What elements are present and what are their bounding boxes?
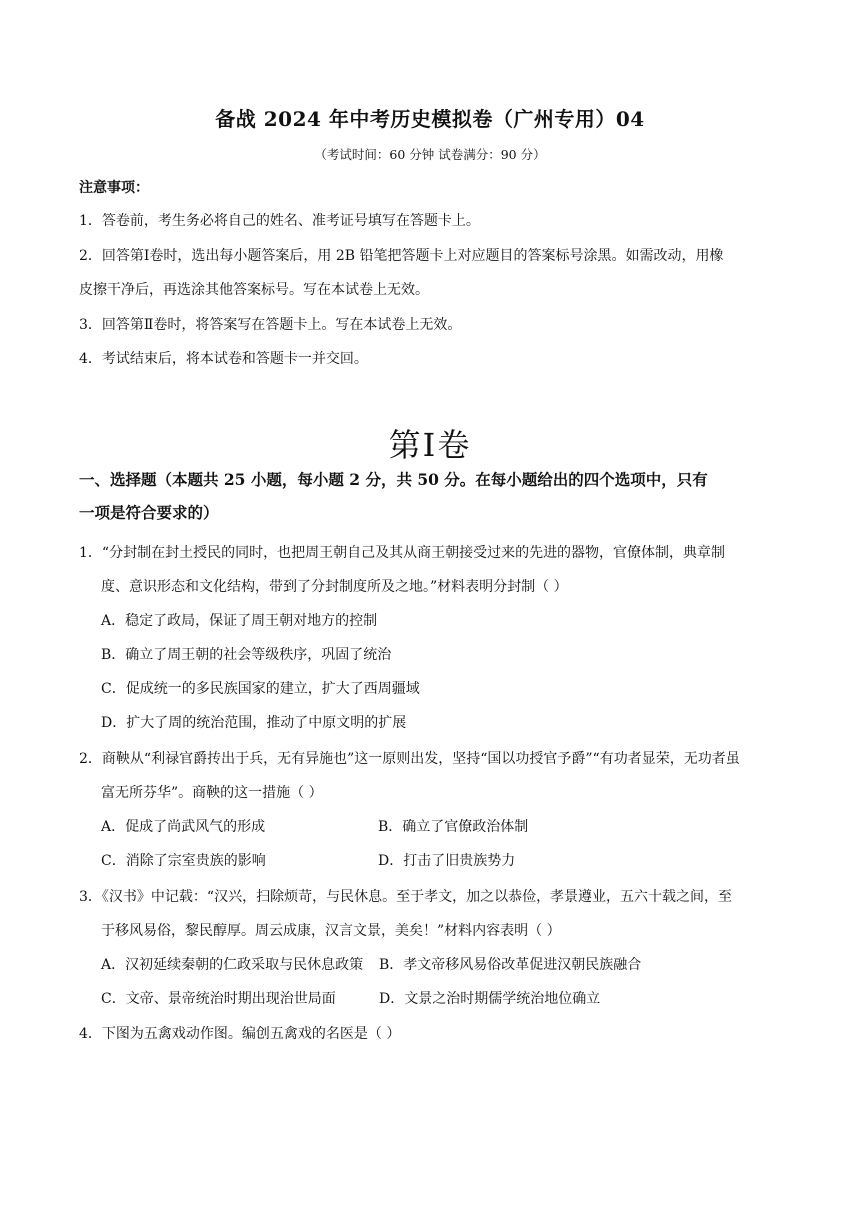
question-1-option-b: B．确立了周王朝的社会等级秩序，巩固了统治: [101, 647, 392, 663]
section-heading: 一、选择题（本题共 25 小题，每小题 2 分，共 50 分。在每小题给出的四个选项中，只有: [79, 470, 708, 489]
notes-heading: 注意事项：: [79, 180, 149, 196]
question-2-option-b: B．确立了官僚政治体制: [378, 819, 529, 835]
question-2-option-a: A．促成了尚武风气的形成: [101, 819, 266, 835]
question-1-option-a: A．稳定了政局，保证了周王朝对地方的控制: [101, 613, 378, 629]
question-2-stem-continued: 富无所芬华”。商鞅的这一措施（ ）: [101, 785, 323, 801]
section-heading-continued: 一项是符合要求的）: [79, 503, 219, 522]
note-item: 3．回答第Ⅱ卷时，将答案写在答题卡上。写在本试卷上无效。: [79, 317, 462, 333]
question-3-stem-continued: 于移风易俗，黎民醇厚。周云成康，汉言文景，美矣！”材料内容表明（ ）: [101, 923, 561, 939]
question-2-option-d: D．打击了旧贵族势力: [378, 853, 516, 869]
note-item: 2．回答第Ⅰ卷时，选出每小题答案后，用 2B 铅笔把答题卡上对应题目的答案标号涂黑。如需改动，用橡: [79, 248, 724, 264]
question-3-option-b: B．孝文帝移风易俗改革促进汉朝民族融合: [379, 957, 642, 973]
question-3-option-a: A．汉初延续秦朝的仁政采取与民休息政策: [101, 957, 364, 973]
question-1-option-d: D．扩大了周的统治范围，推动了中原文明的扩展: [101, 715, 407, 731]
question-1-stem-continued: 度、意识形态和文化结构，带到了分封制度所及之地。”材料表明分封制（ ）: [101, 579, 568, 595]
question-1-option-c: C．促成统一的多民族国家的建立，扩大了西周疆域: [101, 681, 420, 697]
question-3-option-d: D．文景之治时期儒学统治地位确立: [379, 991, 601, 1007]
question-1-stem: 1．“分封制在封土授民的同时，也把周王朝自己及其从商王朝接受过来的先进的器物，官僚体制，典章制: [79, 545, 726, 561]
question-3-stem: 3．《汉书》中记载：“汉兴，扫除烦苛，与民休息。至于孝文，加之以恭俭，孝景遵业，五六十载之间，至: [79, 889, 733, 905]
note-item-continued: 皮擦干净后，再选涂其他答案标号。写在本试卷上无效。: [79, 282, 429, 298]
question-2-stem: 2．商鞅从“利禄官爵抟出于兵，无有异施也”这一原则出发，坚持“国以功授官予爵”“有功者显荣，无功者虽: [79, 751, 740, 767]
exam-title: 备战 2024 年中考历史模拟卷（广州专用）04: [215, 107, 645, 131]
part-title: 第Ⅰ卷: [388, 426, 472, 464]
question-4-stem: 4．下图为五禽戏动作图。编创五禽戏的名医是（ ）: [79, 1026, 401, 1042]
question-3-option-c: C．文帝、景帝统治时期出现治世局面: [101, 991, 336, 1007]
note-item: 4．考试结束后，将本试卷和答题卡一并交回。: [79, 351, 368, 367]
note-item: 1．答卷前，考生务必将自己的姓名、准考证号填写在答题卡上。: [79, 213, 480, 229]
question-2-option-c: C．消除了宗室贵族的影响: [101, 853, 266, 869]
exam-subtitle: （考试时间：60 分钟 试卷满分：90 分）: [314, 147, 546, 162]
